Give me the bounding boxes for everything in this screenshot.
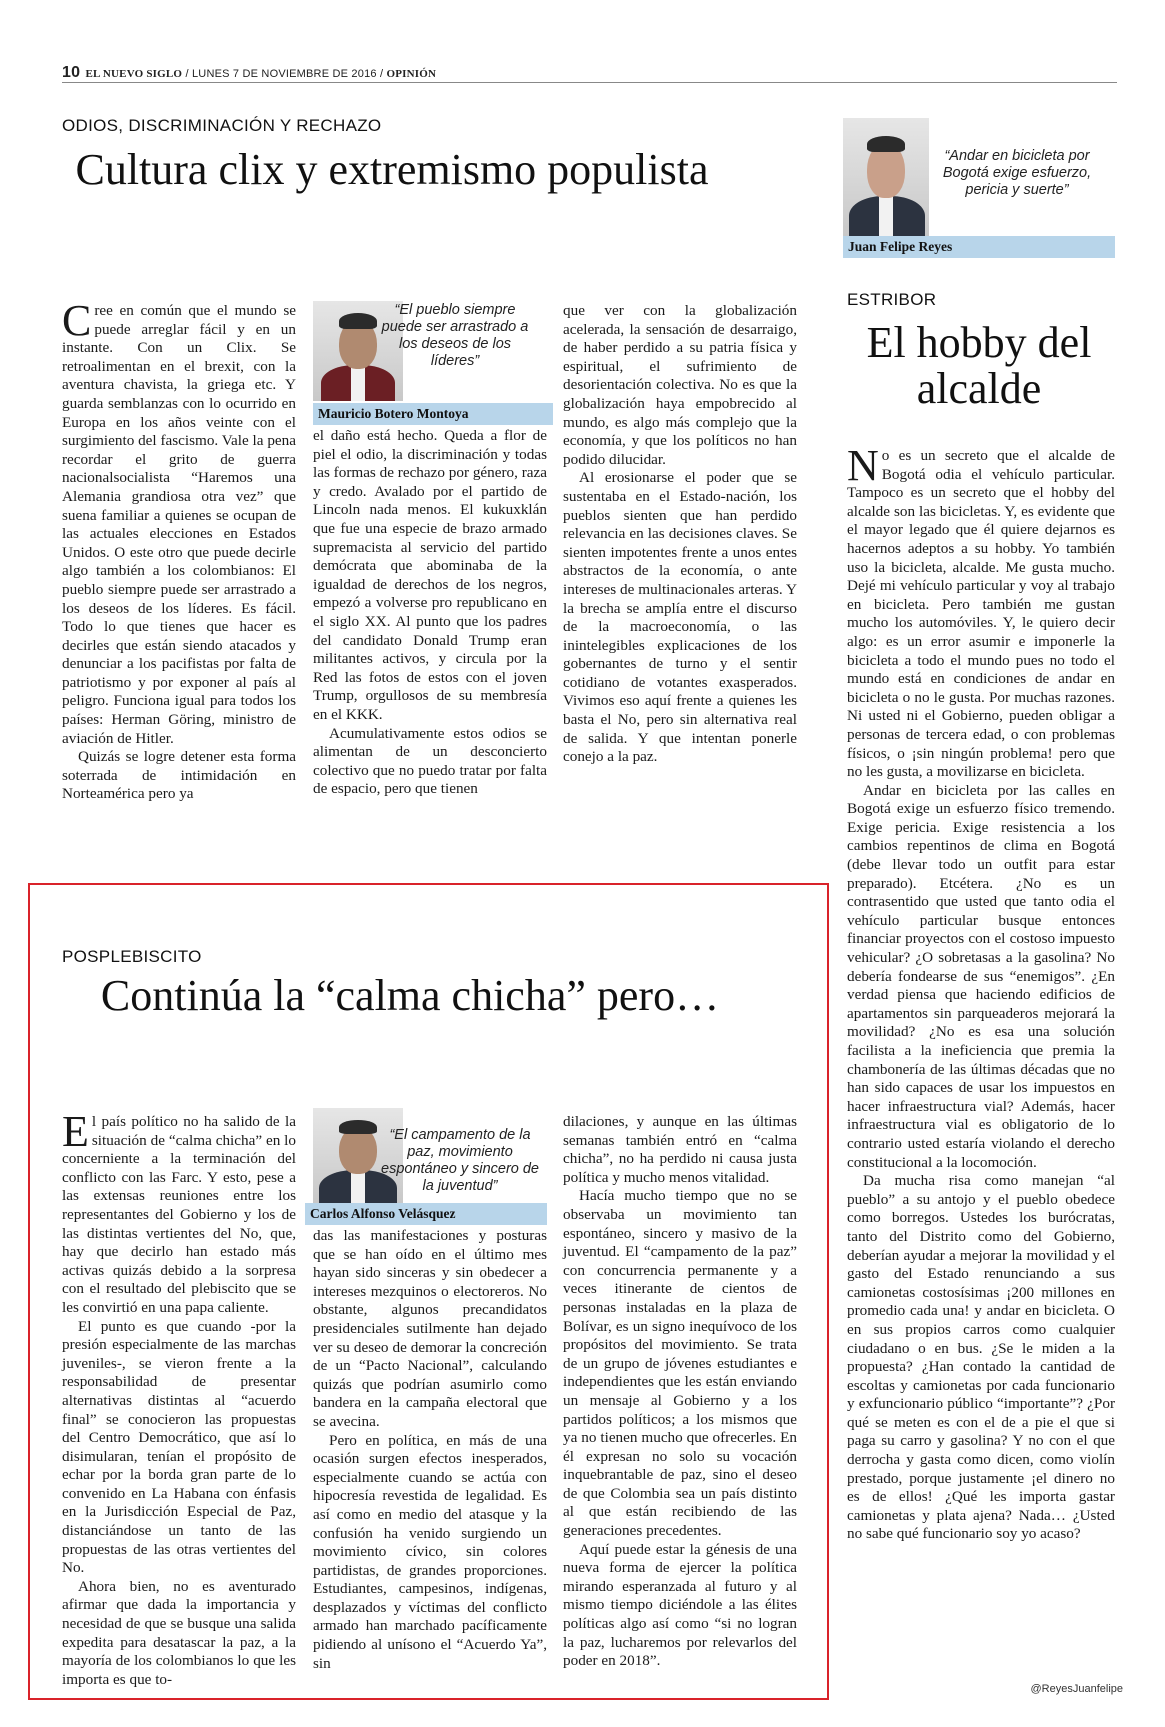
article1-kicker: ODIOS, DISCRIMINACIÓN Y RECHAZO [62, 116, 382, 135]
article2-kicker: POSPLEBISCITO [62, 947, 202, 966]
twitter-handle: @ReyesJuanfelipe [1030, 1683, 1123, 1695]
author-name: Mauricio Botero Montoya [313, 403, 553, 425]
article1-paragraph: Acumulativamente estos odios se alimentan de un desconcierto colectivo que no puedo tratar por falta de espacio, pero que tienen [313, 724, 547, 798]
paper-name: EL NUEVO SIGLO [85, 68, 183, 80]
article1-column-3 [563, 302, 797, 767]
article2-column-3 [563, 1113, 797, 1671]
article2-paragraph: Hacía mucho tiempo que no se observaba un movimiento tan espontáneo, sincero y masivo de la juventud. El “campamento de la paz” con concurrencia permanente y a veces itinerante de cientos de personas instaladas en la plaza de Bolívar, es un signo inequívoco de los propósitos del movimiento. Se trata de un grupo de jóvenes estudiantes e independientes que les están enviando un mensaje al Gobierno y a los partidos políticos; a los mismos que ya no tienen mucho que ofrecerles. En él expresan no solo su vocación inquebrantable de paz, sino el deseo de que Colombia sea un país distinto al que están recibiendo de las generaciones precedentes. [563, 1187, 797, 1540]
folio-date: / LUNES 7 DE NOVIEMBRE DE 2016 / [185, 68, 384, 80]
article2-paragraph: dilaciones, y aunque en las últimas semanas también entró en “calma chicha”, no ha perdido ni causa justa política y mucho menos vitalidad. [563, 1113, 797, 1186]
dropcap: E [62, 1107, 89, 1156]
page-number: 10 [62, 64, 81, 81]
article1-paragraph: Al erosionarse el poder que se sustentaba en el Estado-nación, los pueblos sienten que han perdido relevancia en las decisiones claves. Se sienten impotentes frente a unos entes abstractos de la economía, o ante intereses de multinacionales arteras. Y la brecha se amplía entre el discurso de la macroeconomía, o las inintelegibles explicaciones de los gobernantes de turno y el sentir cotidiano de votantes exasperados. Vivimos eso aquí frente a quienes les basta el No, pero sin alternativa real de salida. Y que intentan ponerle conejo a la paz. [563, 469, 797, 766]
article1-paragraph: que ver con la globalización acelerada, la sensación de desarraigo, de haber perdido a su patria física y espiritual, el sufrimiento de desorientación colectiva. No es que la globalización haya empobrecido al mundo, es algo más complejo que la economía, y que los políticos no han podido dilucidar. [563, 302, 797, 468]
article3-paragraph: Da mucha risa como manejan “al pueblo” a su antojo y el pueblo obedece como borregos. Ustedes los burócratas, tanto del Distrito como del Gobierno, deberían ayudar a mejorar la movilidad y el gasto del Estado renunciando a sus camionetas costosísimas ¡200 millones en promedio cada una! y andar en bicicleta. O en sus propios carros como cualquier ciudadano o en bus. ¿Se le miden a la propuesta? ¿Han contado la cantidad de escoltas y camionetas por cada funcionario y exfuncionario público “importante”? ¿Por qué se meten es con el de a pie el que si paga su carro y gasolina? Y no con el que derrocha y gasta como dicen, como violín prestado, porque justamente ¡el dinero no es de ellos! ¿Qué les importa gastar camionetas y plata ajena? Nada… ¿Usted no sabe qué funcionario soy yo acaso? [847, 1172, 1115, 1543]
article2-title: Continúa la “calma chicha” pero… [100, 971, 720, 1020]
article2-paragraph: Ahora bien, no es aventurado afirmar que dada la importancia y necesidad de que se busque una salida expedita para desatascar la paz, a la mayoría de los colombianos lo que les importa es que to- [62, 1577, 296, 1688]
article2-paragraph: El punto es que cuando -por la presión especialmente de las marchas juveniles-, se vieron frente a la responsabilidad de presentar alternativas distintas al “acuerdo final” se conocieron las propuestas del Centro Democrático, que así lo disimularan, tenían el propósito de echar por la borda gran parte de lo convenido en La Habana con énfasis en la Jurisdicción Especial de Paz, distanciándose un tanto de las propuestas de las otras vertientes del No. [62, 1317, 296, 1577]
article3-paragraph: Andar en bicicleta por las calles en Bogotá exige un esfuerzo físico tremendo. Exige pericia. Exige resistencia a los cambios repentinos de clima en Bogotá (debe llevar todo un outfit para estar preparado). Etcétera. ¿No es un contrasentido que usted que tanto odia el vehículo particular busque entonces financiar proyectos con el costoso impuesto vehicular? ¿O sobretasas a la gasolina? No debería fondearse de sus “enemigos”. ¿En verdad piensa que haciendo edificios de apartamentos sin parqueaderos mejorará la movilidad? ¿No es esa una solución facilista a la ineficiencia que premia la chambonería de las últimas décadas que no han sido capaces de usar los impuestos en hacer infraestructura vial? Además, hacer infraestructura vial es obligatorio de lo contrario usted estaría violando el derecho constitucional a la locomoción. [847, 781, 1115, 1171]
article1-paragraph: el daño está hecho. Queda a flor de piel el odio, la discriminación y todas las formas de rechazo por género, raza y credo. Avalado por el partido de Lincoln nada menos. El kukuxklán que fue una especie de brazo armado supremacista al servicio del partido demócrata que abominaba de la igualdad de derechos de los negros, empezó a volverse pro republicano en el siglo XX. Al punto que los padres del candidato Donald Trump eran militantes activos, y circula por la Red las fotos de estos con el joven Trump, orgullosos de su membresía en el KKK. [313, 427, 548, 723]
author-name: Carlos Alfonso Velásquez [305, 1203, 547, 1225]
article2-paragraph: Aquí puede estar la génesis de una nueva forma de ejercer la política mirando esperanzada al futuro y al mismo tiempo diciéndole a las élites políticas algo así como “si no logran la paz, lucharemos por relevarlos del poder en 2018”. [563, 1540, 797, 1670]
dropcap: N [847, 441, 879, 490]
pull-quote: “El pueblo siempre puede ser arrastrado a los deseos de los líderes” [381, 302, 529, 369]
pull-quote: “Andar en bicicleta por Bogotá exige esfuerzo, pericia y suerte” [942, 148, 1092, 198]
article1-column-2 [313, 427, 547, 799]
article3-kicker: ESTRIBOR [847, 290, 937, 309]
article1-paragraph: Quizás se logre detener esta forma soterrada de intimidación en Norteamérica pero ya [62, 748, 296, 803]
article3-column [847, 441, 1115, 1544]
page-folio [62, 64, 436, 82]
article2-paragraph: l país político no ha salido de la situación de “calma chicha” en lo concerniente a la terminación del conflicto con las Farc. Y esto, pese a las extensas reuniones entre los representantes del Gobierno y los de las distintas vertientes del No, que, hay que decirlo han estado más activas quizás debido a la sorpresa con el resultado del plebiscito que se les convirtió en una papa caliente. [62, 1113, 296, 1316]
dropcap: C [62, 296, 92, 345]
article2-paragraph: Pero en política, en más de una ocasión surgen efectos inesperados, especialmente cuando se actúa con hipocresía revestida de legalidad. Es así como en medio del atasque y la confusión ha venido surgiendo un movimiento cívico, sin colores partidistas, de grandes proporciones. Estudiantes, campesinos, indígenas, desplazados y víctimas del conflicto armado han marchado pacíficamente pidiendo al unísono el “Acuerdo Ya”, sin [313, 1431, 547, 1672]
article1-column-1 [62, 296, 296, 804]
folio-section: OPINIÓN [386, 68, 437, 80]
article3-title: El hobby del alcalde [866, 318, 1092, 414]
pull-quote: “El campamento de la paz, movimiento espontáneo y sincero de la juventud” [381, 1127, 539, 1194]
author-photo [843, 118, 929, 236]
article3-paragraph: o es un secreto que el alcalde de Bogotá odia el vehículo particular. Tampoco es un secreto que el hobby del alcalde son las bicicletas. Y, es evidente que el mayor legado que él quiere dejarnos es hacernos adeptos a su hobby. Yo también uso la bicicleta, alcalde. Me gusta mucho. Dejé mi vehículo particular y voy al trabajo en bicicleta. Pero también me gustan mucho los automóviles. Y, le quiero decir algo: es un error asumir e imponerle la bicicleta a todo el mundo pues no todo el mundo está en condiciones de andar en bicicleta o no le gusta. Por muchas razones. Ni usted ni el Gobierno, pueden obligar a personas de tercera edad, o con problemas físicos, o ¡sin ningún problema! pero que no les gusta, a movilizarse en bicicleta. [847, 447, 1115, 781]
article2-column-1 [62, 1107, 296, 1689]
article1-paragraph: ree en común que el mundo se puede arreglar fácil y en un instante. Con un Clix. Se retroalimentan en el brexit, con la aventura chavista, la griega etc. Y guarda semblanzas con lo ocurrido en Europa en los años veinte con el surgimiento del fascismo. Vale la pena recordar el grito de guerra nacionalsocialista “Haremos una Alemania grandiosa otra vez” que suena familiar a quienes se ocupan de las actuales elecciones en Estados Unidos. O este otro que puede decirle algo también a los colombianos: El pueblo siempre puede ser arrastrado a los deseos de los líderes. Es fácil. Todo lo que tienes que hacer es decirles que están siendo atacados y denunciar a los pacifistas por falta de patriotismo y por exponer al país al peligro. Funciona igual para todos los países: Herman Göring, ministro de aviación de Hitler. [62, 302, 296, 747]
article2-column-2 [313, 1227, 547, 1673]
top-rule [62, 82, 1117, 83]
author-name: Juan Felipe Reyes [843, 236, 1115, 258]
article1-title: Cultura clix y extremismo populista [75, 145, 709, 194]
article2-paragraph: das las manifestaciones y posturas que se han oído en el último mes hayan sido sinceras y sin obedecer a intereses mezquinos o electoreros. No obstante, algunos precandidatos presidenciales sutilmente han dejado ver su deseo de demorar la concreción de un “Pacto Nacional”, calculando quizás que podrían asumirlo como bandera en la campaña electoral que se avecina. [313, 1227, 547, 1430]
